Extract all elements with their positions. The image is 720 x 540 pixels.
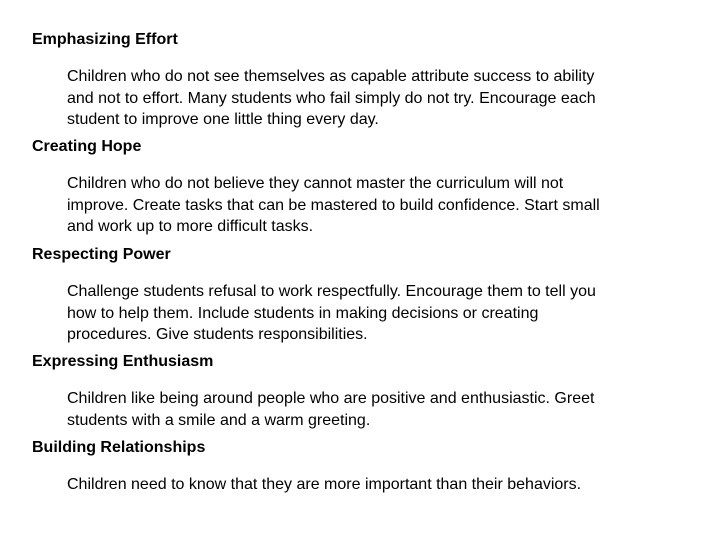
body-line: student to improve one little thing every day. (67, 111, 379, 128)
body-line: Children who do not see themselves as capable attribute success to ability (67, 68, 595, 85)
section-heading: Building Relationships (32, 439, 206, 456)
section-heading: Creating Hope (32, 138, 142, 155)
body-line: Children like being around people who are positive and enthusiastic. Greet (67, 390, 595, 407)
section-heading: Respecting Power (32, 246, 171, 263)
section-body (67, 281, 677, 346)
body-line: and work up to more difficult tasks. (67, 218, 314, 235)
body-line: and not to effort. Many students who fail simply do not try. Encourage each (67, 89, 596, 107)
body-line: Children who do not believe they cannot master the curriculum will not (67, 175, 564, 192)
section-heading: Expressing Enthusiasm (32, 353, 214, 370)
section-body (67, 474, 677, 496)
body-line: Challenge students refusal to work respectfully. Encourage them to tell you (67, 283, 596, 300)
body-line: how to help them. Include students in making decisions or creating (67, 304, 539, 322)
body-line: improve. Create tasks that can be mastered to build confidence. Start small (67, 196, 600, 214)
body-line: procedures. Give students responsibilities. (67, 326, 368, 343)
body-line: Children need to know that they are more important than their behaviors. (67, 476, 582, 493)
section-body (67, 388, 677, 431)
section-body (67, 66, 677, 131)
body-line: students with a smile and a warm greeting. (67, 411, 371, 429)
section-heading: Emphasizing Effort (32, 31, 178, 48)
section-body (67, 173, 677, 238)
